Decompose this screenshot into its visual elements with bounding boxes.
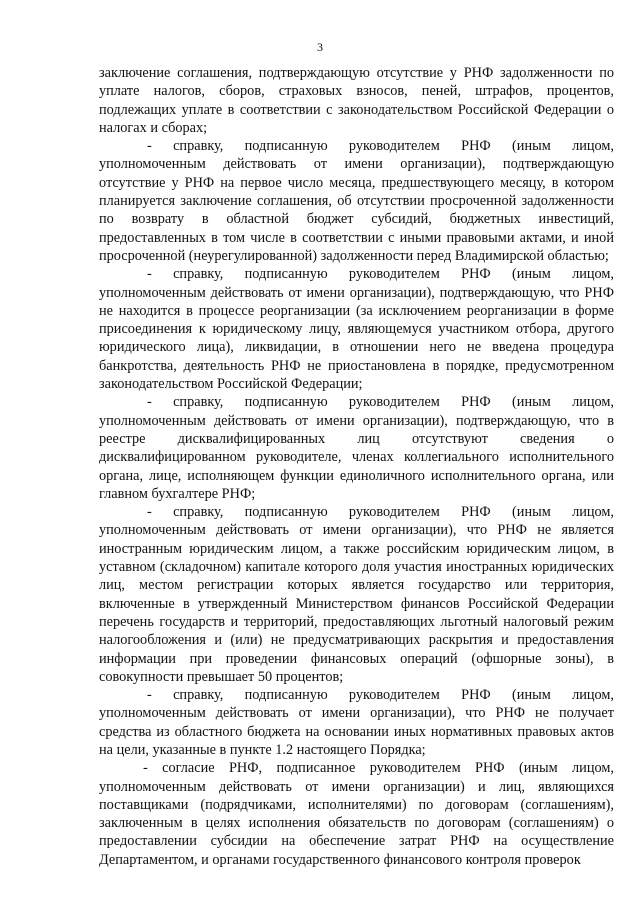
document-body	[99, 64, 614, 869]
list-item-disqualified-persons-certificate: - справку, подписанную руководителем РНФ (иным лицом, уполномоченным действовать от имени организации), подтверждающую, что в реестре дисквалифицированных лиц отсутствуют сведения о дисквалифицированном руководителе, членах коллегиального исполнительного органа, лице, исполняющем функции единоличного исполнительного органа, или главном бухгалтере РНФ;	[99, 394, 614, 502]
list-item-foreign-entity-certificate: - справку, подписанную руководителем РНФ (иным лицом, уполномоченным действовать от имени организации), что РНФ не является иностранным юридическим лицом, а также российским юридическим лицом, в уставном (складочном) капитале которого доля участия иностранных юридических лиц, местом регистрации которых является государство или территория, включенные в утвержденный Министерством финансов Российской Федерации перечень государств и территорий, предоставляющих льготный налоговый режим налогообложения и (или) не предусматривающих раскрытия и предоставления информации при проведении финансовых операций (офшорные зоны), в совокупности превышает 50 процентов;	[99, 504, 614, 685]
list-item-reorganization-certificate: - справку, подписанную руководителем РНФ (иным лицом, уполномоченным действовать от имени организации), подтверждающую, что РНФ не находится в процессе реорганизации (за исключением реорганизации в форме присоединения к юридическому лицу, являющемуся участником отбора, другого юридического лица), ликвидации, в отношении него не введена процедура банкротства, деятельность РНФ не приостановлена в порядке, предусмотренном законодательством Российской Федерации;	[99, 266, 614, 393]
paragraph-continuation: заключение соглашения, подтверждающую отсутствие у РНФ задолженности по уплате налогов, сборов, страховых взносов, пеней, штрафов, процентов, подлежащих уплате в соответствии с законодательством Российской Федерации о налогах и сборах;	[99, 65, 614, 136]
list-item-consent: - согласие РНФ, подписанное руководителем РНФ (иным лицом, уполномоченным действовать от имени организации) и лиц, являющихся поставщиками (подрядчиками, исполнителями) по договорам (соглашениям), заключенным в целях исполнения обязательств по договорам (соглашениям) о предоставлении субсидии на обеспечение затрат РНФ на осуществление Департаментом, и органами государственного финансового контроля проверок	[99, 760, 614, 868]
list-item-no-other-funds-certificate: - справку, подписанную руководителем РНФ (иным лицом, уполномоченным действовать от имени организации), что РНФ не получает средства из областного бюджета на основании иных нормативных правовых актов на цели, указанные в пункте 1.2 настоящего Порядка;	[99, 687, 614, 758]
list-item-tax-debt-certificate: - справку, подписанную руководителем РНФ (иным лицом, уполномоченным действовать от имени организации), подтверждающую отсутствие у РНФ на первое число месяца, предшествующего месяцу, в котором планируется заключение соглашения, об отсутствии просроченной задолженности по возврату в областной бюджет субсидий, бюджетных инвестиций, предоставленных в том числе в соответствии с иными правовыми актами, и иной просроченной (неурегулированной) задолженности перед Владимирской областью;	[99, 138, 614, 264]
page-number: 3	[317, 40, 323, 54]
